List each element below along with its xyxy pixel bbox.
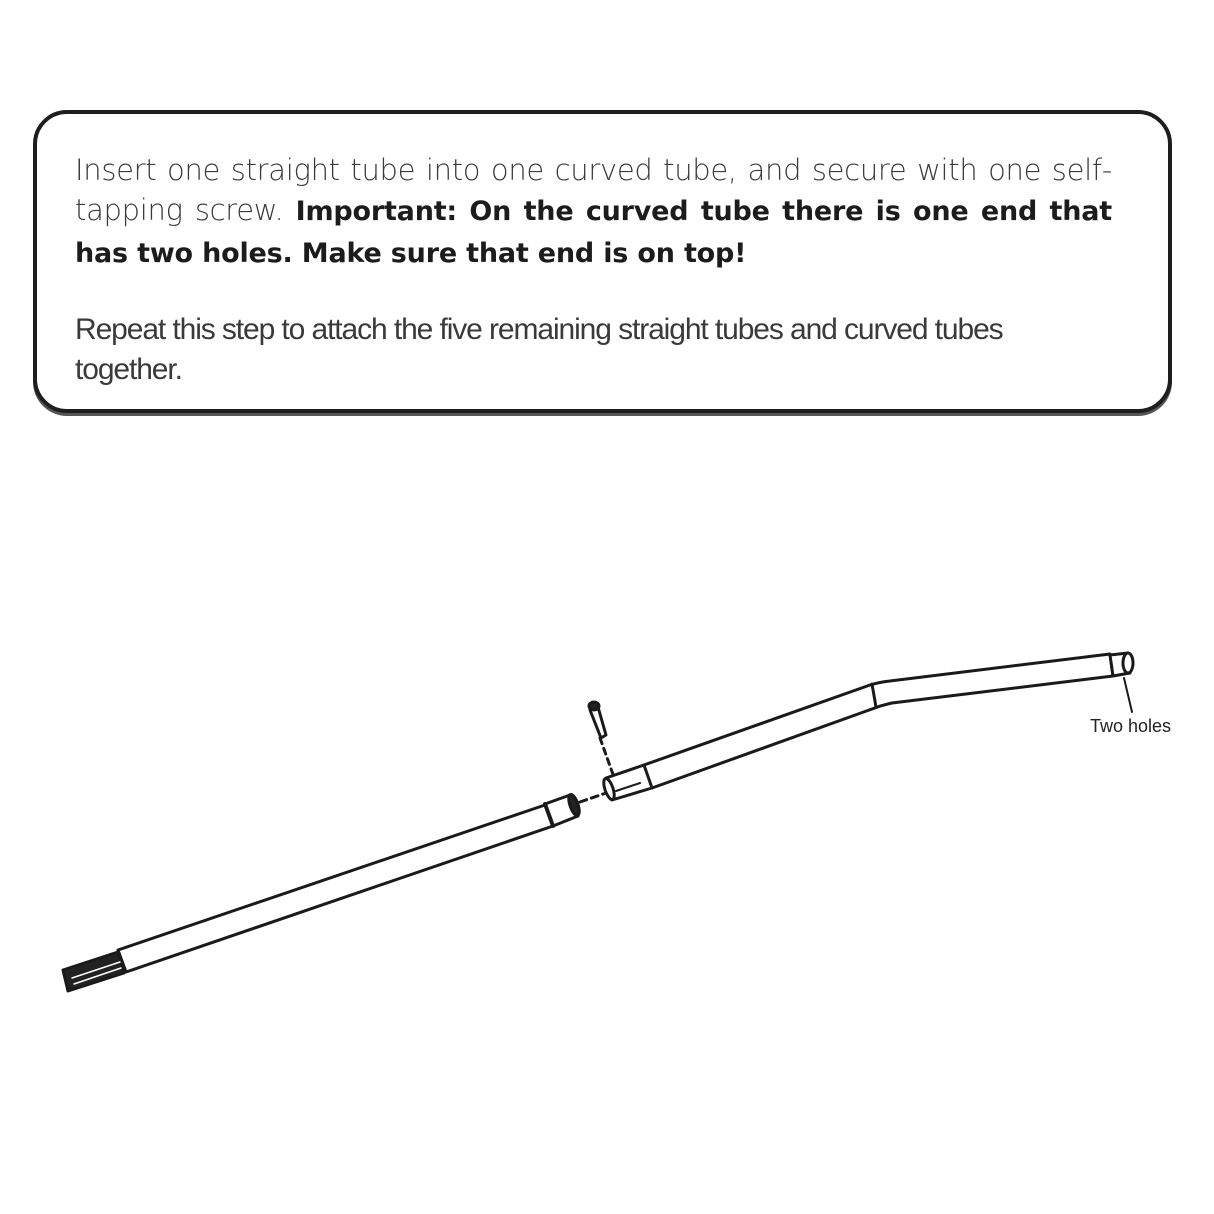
screw-guide <box>600 738 615 780</box>
instruction-box <box>33 110 1172 413</box>
straight-tube <box>63 793 581 991</box>
curved-tube <box>602 653 1133 801</box>
instruction-paragraph-2: Repeat this step to attach the five remaining straight tubes and curved tubes together. <box>75 313 1003 386</box>
important-note: Important: On the curved tube there is one end that has two holes. Make sure that end is on top! <box>75 196 1112 269</box>
callout-leader <box>1124 678 1132 712</box>
instruction-text: Insert one straight tube into one curved tube, and secure with one self-tapping screw. <box>75 153 1112 227</box>
instruction-paragraph-1 <box>75 150 1112 274</box>
self-tapping-screw-icon <box>589 702 606 738</box>
insertion-guide <box>580 793 606 802</box>
two-holes-label: Two holes <box>1090 716 1172 736</box>
assembly-diagram <box>0 600 1214 1050</box>
